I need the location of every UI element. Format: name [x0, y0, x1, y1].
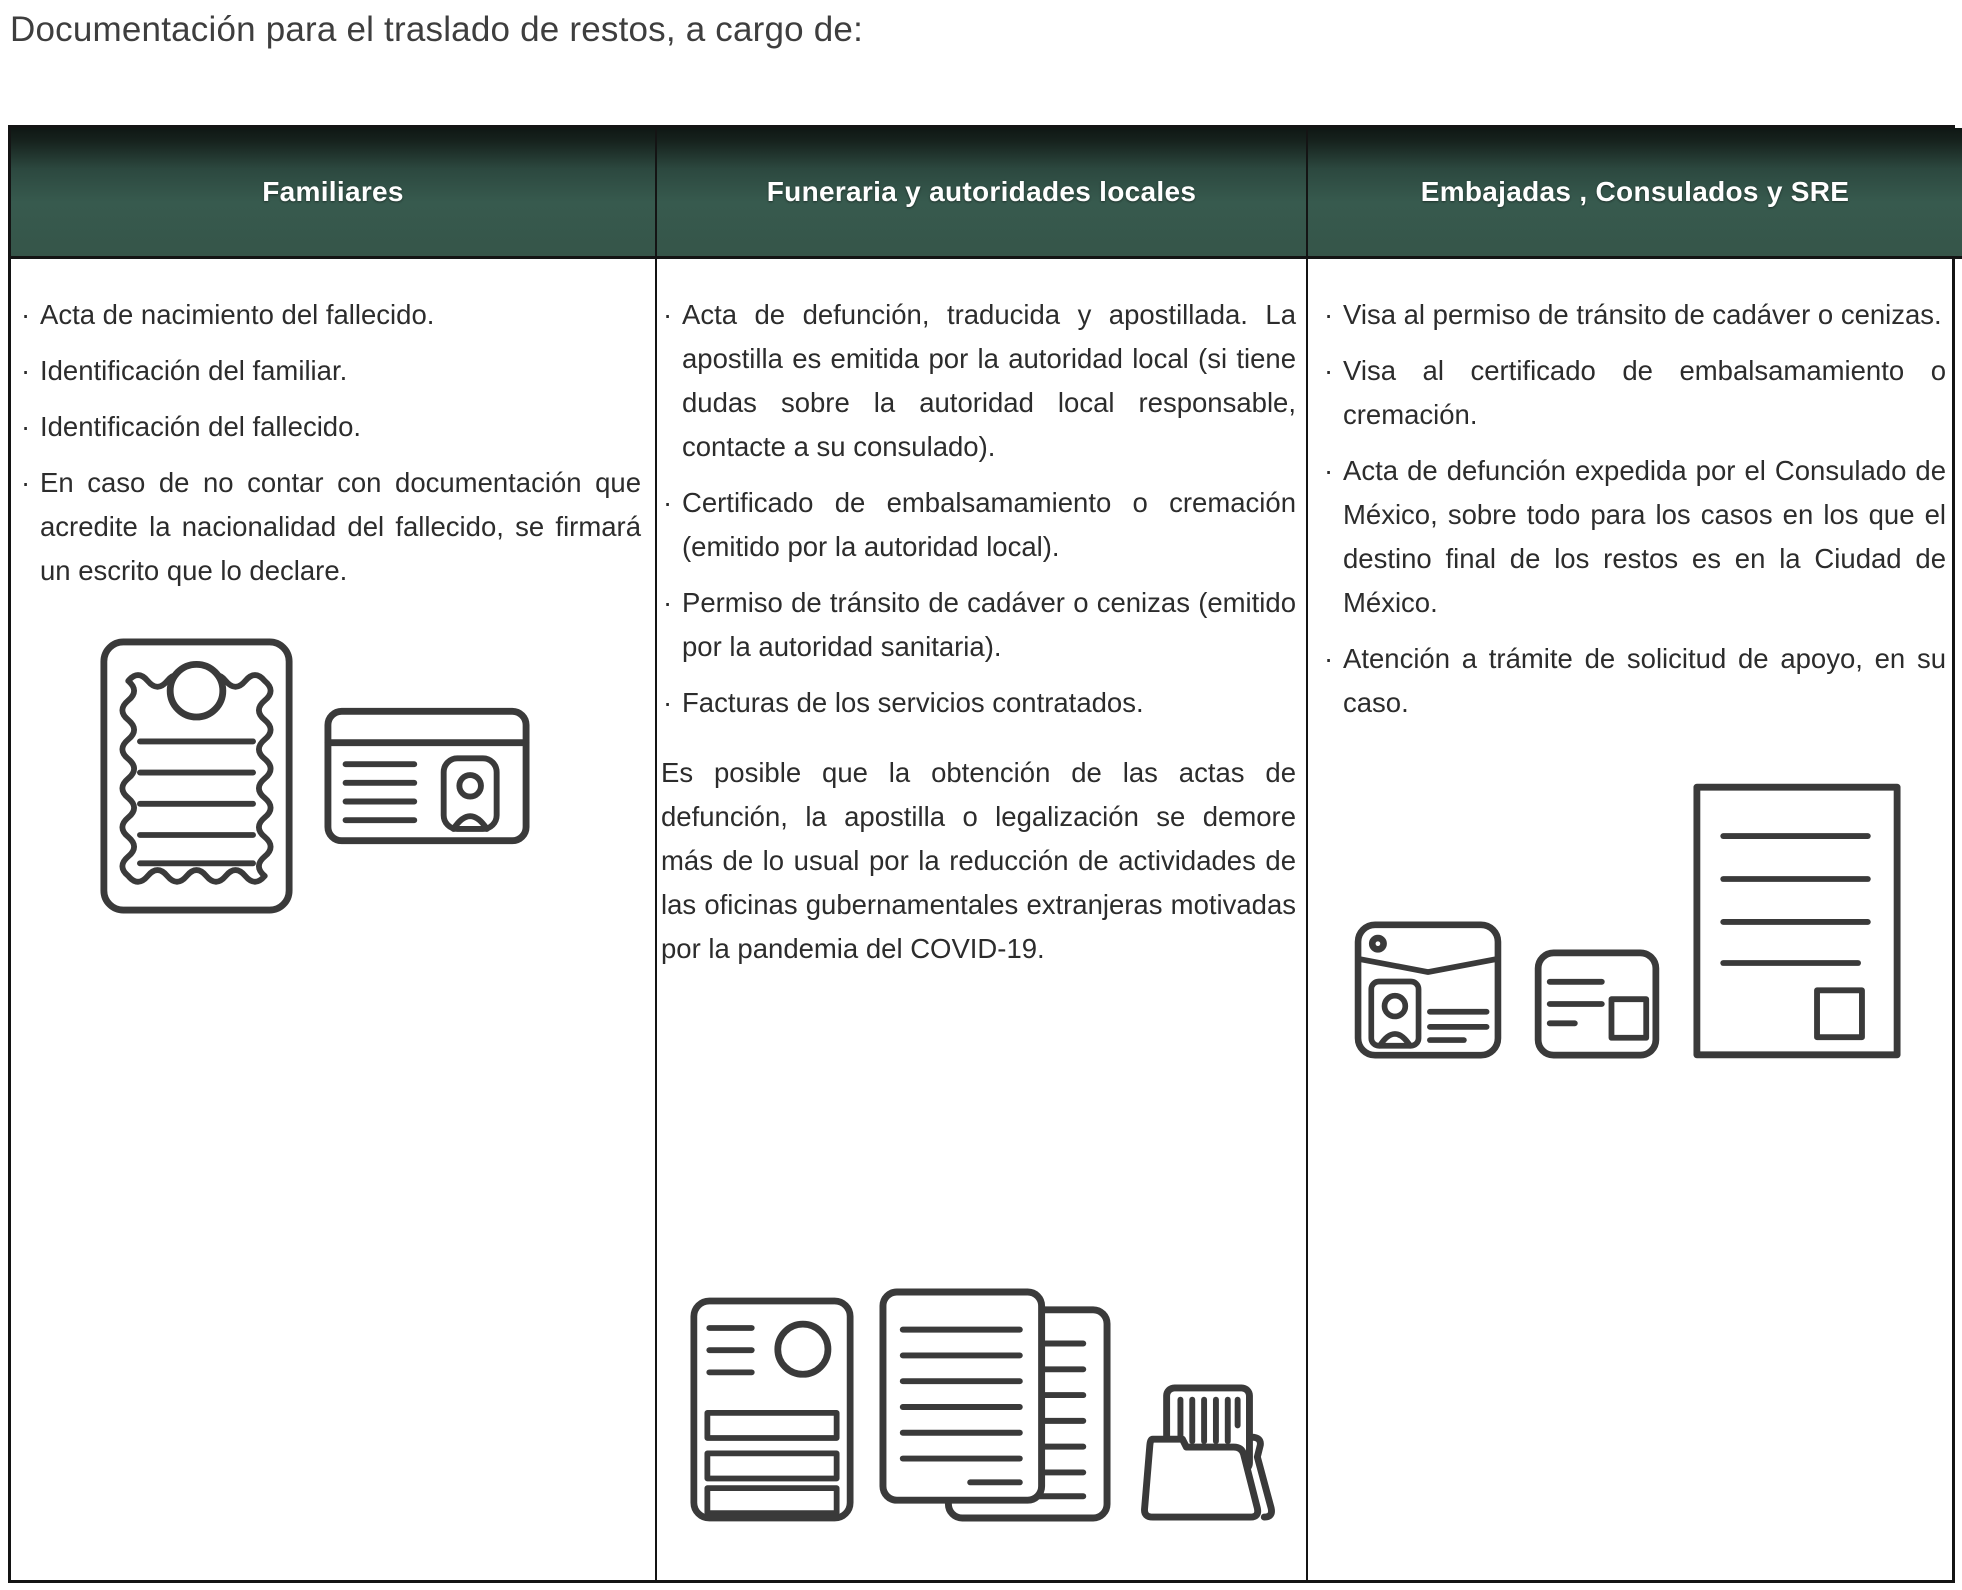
- bullet-list: [661, 293, 1296, 737]
- page-title: Documentación para el traslado de restos, a cargo de:: [10, 10, 864, 49]
- column-header-familiares: [11, 128, 657, 259]
- list-item: [1322, 293, 1946, 337]
- icon-row: [19, 637, 641, 915]
- bullet-text: Identificación del fallecido.: [40, 411, 362, 442]
- column-embajadas: [1308, 259, 1962, 1580]
- stacked-documents-icon: [879, 1288, 1112, 1522]
- bullet-dot: ·: [1324, 355, 1334, 386]
- icon-row: [1322, 783, 1946, 1059]
- list-item: [19, 293, 641, 337]
- bullet-dot: ·: [1324, 643, 1334, 674]
- column-familiares: [11, 259, 657, 1580]
- icon-row: [661, 1288, 1296, 1522]
- covid-note: Es posible que la obtención de las actas de defunción, la apostilla o legalización se demore más de lo usual por la reducción de actividades de las oficinas gubernamentales extranjeras motivadas por la pandemia del COVID-19.: [661, 757, 1296, 964]
- bullet-dot: ·: [663, 587, 673, 618]
- bullet-dot: ·: [663, 487, 673, 518]
- documentation-table: [8, 125, 1955, 1583]
- certificate-icon: [99, 637, 294, 915]
- bullet-text: Permiso de tránsito de cadáver o cenizas (emitido por la autoridad sanitaria).: [682, 587, 1296, 662]
- bullet-text: Visa al certificado de embalsamamiento o cremación.: [1343, 355, 1946, 430]
- bullet-text: Certificado de embalsamamiento o cremación (emitido por la autoridad local).: [682, 487, 1296, 562]
- folder-documents-icon: [1137, 1380, 1285, 1522]
- column-funeraria: [657, 259, 1308, 1580]
- bullet-text: Identificación del familiar.: [40, 355, 348, 386]
- list-item: [1322, 637, 1946, 725]
- column-header-label: Familiares: [262, 176, 404, 207]
- list-item: [1322, 449, 1946, 625]
- form-icon: [690, 1297, 854, 1522]
- list-item: [19, 405, 641, 449]
- bullet-text: Acta de nacimiento del fallecido.: [40, 299, 435, 330]
- bullet-list: [1322, 293, 1946, 737]
- list-item: [19, 349, 641, 393]
- bullet-dot: ·: [21, 299, 31, 330]
- id-card-icon: [324, 707, 530, 845]
- bullet-text: En caso de no contar con documentación que acredite la nacionalidad del fallecido, se firmará un escrito que lo declare.: [40, 467, 641, 586]
- column-header-funeraria: [657, 128, 1308, 259]
- bullet-text: Acta de defunción expedida por el Consulado de México, sobre todo para los casos en los que el destino final de los restos es en la Ciudad de México.: [1343, 455, 1946, 618]
- card-icon: [1534, 949, 1660, 1059]
- bullet-dot: ·: [21, 467, 31, 498]
- id-badge-icon: [1354, 921, 1502, 1059]
- bullet-text: Acta de defunción, traducida y apostillada. La apostilla es emitida por la autoridad local (si tiene dudas sobre la autoridad local responsable, contacte a su consulado).: [682, 299, 1296, 462]
- bullet-dot: ·: [663, 299, 673, 330]
- list-item: [661, 293, 1296, 469]
- bullet-text: Facturas de los servicios contratados.: [682, 687, 1144, 718]
- bullet-dot: ·: [21, 411, 31, 442]
- bullet-list: [19, 293, 641, 605]
- list-item: [661, 581, 1296, 669]
- bullet-dot: ·: [1324, 299, 1334, 330]
- list-item: [1322, 349, 1946, 437]
- bullet-dot: ·: [21, 355, 31, 386]
- bullet-dot: ·: [663, 687, 673, 718]
- bullet-text: Visa al permiso de tránsito de cadáver o cenizas.: [1343, 299, 1942, 330]
- document-icon: [1692, 783, 1902, 1059]
- bullet-dot: ·: [1324, 455, 1334, 486]
- list-item: [661, 481, 1296, 569]
- column-header-label: Embajadas , Consulados y SRE: [1420, 176, 1850, 207]
- column-header-embajadas: [1308, 128, 1962, 259]
- list-item: [661, 681, 1296, 725]
- column-header-label: Funeraria y autoridades locales: [766, 176, 1197, 207]
- bullet-text: Atención a trámite de solicitud de apoyo, en su caso.: [1343, 643, 1946, 718]
- list-item: [19, 461, 641, 593]
